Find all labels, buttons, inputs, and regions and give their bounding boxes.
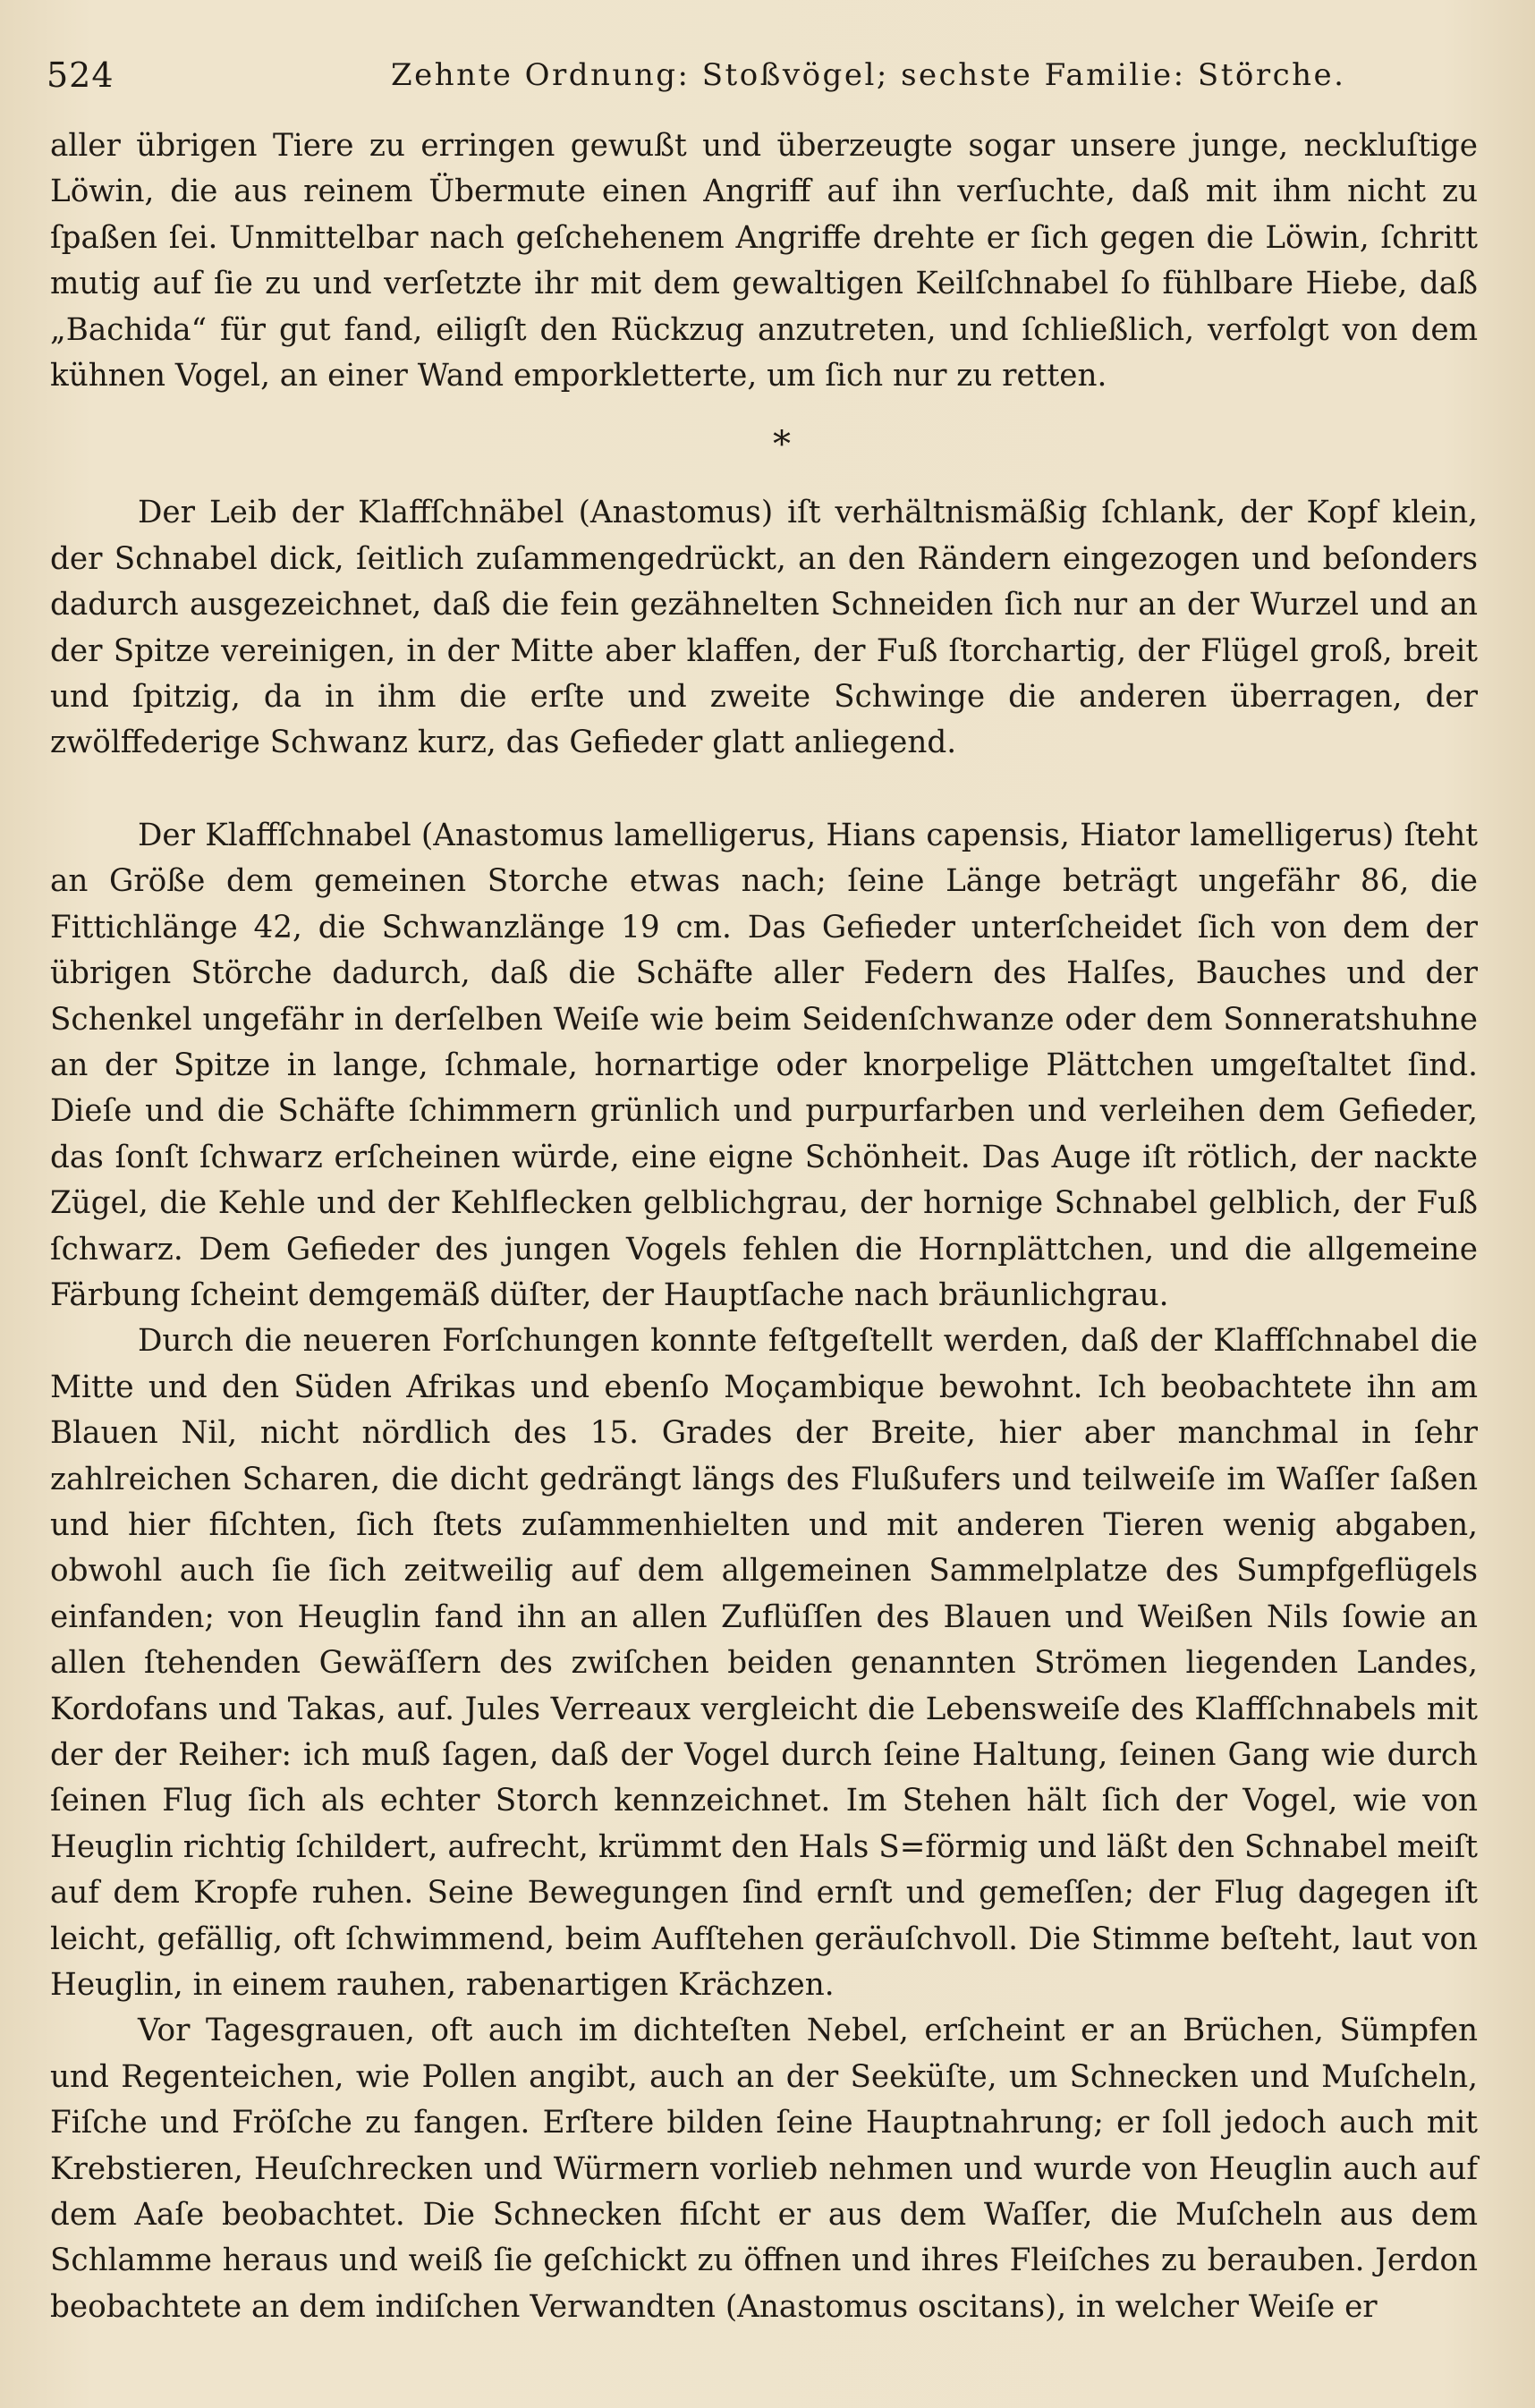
page-header <box>47 47 1478 100</box>
section-separator: * <box>773 424 791 466</box>
paragraph: Durch die neueren Forſchungen konnte feſtgeſtellt werden, daß der Klaffſchnabel die Mitte und den Süden Afrikas und ebenſo Moçambique bewohnt. Ich beobachtete ihn am Blauen Nil, nicht nördlich des 15. Grades der Breite, hier aber manchmal in ſehr zahlreichen Scharen, die dicht gedrängt längs des Flußufers und teilweiſe im Waſſer ſaßen und hier fiſchten, ſich ſtets zuſammenhielten und mit anderen Tieren wenig abgaben, obwohl auch ſie ſich zeitweilig auf dem allgemeinen Sammelplatze des Sumpfgeflügels einfanden; von Heuglin fand ihn an allen Zuflüſſen des Blauen und Weißen Nils ſowie an allen ſtehenden Gewäſſern des zwiſchen beiden genannten Strömen liegenden Landes, Kordofans und Takas, auf. Jules Verreaux vergleicht die Lebensweiſe des Klaffſchnabels mit der der Reiher: ich muß ſagen, daß der Vogel durch ſeine Haltung, ſeinen Gang wie durch ſeinen Flug ſich als echter Storch kennzeichnet. Im Stehen hält ſich der Vogel, wie von Heuglin richtig ſchildert, aufrecht, krümmt den Hals S=förmig und läßt den Schnabel meiſt auf dem Kropfe ruhen. Seine Bewegungen ſind ernſt und gemeſſen; der Flug dagegen iſt leicht, gefällig, oft ſchwimmend, beim Aufſtehen geräuſchvoll. Die Stimme beſteht, laut von Heuglin, in einem rauhen, rabenartigen Krächzen. <box>50 1323 1478 2004</box>
page-number: 524 <box>47 55 114 95</box>
running-head: Zehnte Ordnung: Stoßvögel; sechste Familie: Störche. <box>391 57 1346 93</box>
paragraph: Der Leib der Klaffſchnäbel (Anastomus) iſt verhältnismäßig ſchlank, der Kopf klein, der Schnabel dick, ſeitlich zuſammengedrückt, an den Rändern eingezogen und beſonders dadurch ausgezeichnet, daß die fein gezähnelten Schneiden ſich nur an der Wurzel und an der Spitze vereinigen, in der Mitte aber klaffen, der Fuß ſtorchartig, der Flügel groß, breit und ſpitzig, da in ihm die erſte und zweite Schwinge die anderen überragen, der zwölffederige Schwanz kurz, das Gefieder glatt anliegend. <box>50 495 1478 761</box>
paragraph: aller übrigen Tiere zu erringen gewußt und überzeugte sogar unsere junge, neckluſtige Löwin, die aus reinem Übermute einen Angriff auf ihn verſuchte, daß mit ihm nicht zu ſpaßen ſei. Unmittelbar nach geſchehenem Angriffe drehte er ſich gegen die Löwin, ſchritt mutig auf ſie zu und verſetzte ihr mit dem gewaltigen Keilſchnabel ſo fühlbare Hiebe, daß „Bachida“ für gut fand, eiligſt den Rückzug anzutreten, und ſchließlich, verfolgt von dem kühnen Vogel, an einer Wand emporkletterte, um ſich nur zu retten. <box>50 128 1478 394</box>
paragraph: Vor Tagesgrauen, oft auch im dichteſten Nebel, erſcheint er an Brüchen, Sümpfen und Regenteichen, wie Pollen angibt, auch an der Seeküſte, um Schnecken und Muſcheln, Fiſche und Fröſche zu fangen. Erſtere bilden ſeine Hauptnahrung; er ſoll jedoch auch mit Krebstieren, Heuſchrecken und Würmern vorlieb nehmen und wurde von Heuglin auch auf dem Aaſe beobachtet. Die Schnecken fiſcht er aus dem Waſſer, die Muſcheln aus dem Schlamme heraus und weiß ſie geſchickt zu öffnen und ihres Fleiſches zu berauben. Jerdon beobachtete an dem indiſchen Verwandten (Anastomus oscitans), in welcher Weiſe er <box>50 2013 1478 2325</box>
body-text <box>50 123 1478 2330</box>
paragraph: Der Klaffſchnabel (Anastomus lamelligerus, Hians capensis, Hiator lamelligerus) ſteht an Größe dem gemeinen Storche etwas nach; ſeine Länge beträgt ungefähr 86, die Fittichlänge 42, die Schwanzlänge 19 cm. Das Gefieder unterſcheidet ſich von dem der übrigen Störche dadurch, daß die Schäfte aller Federn des Halſes, Bauches und der Schenkel ungefähr in derſelben Weiſe wie beim Seidenſchwanze oder dem Sonneratshuhne an der Spitze in lange, ſchmale, hornartige oder knorpelige Plättchen umgeſtaltet ſind. Dieſe und die Schäfte ſchimmern grünlich und purpurfarben und verleihen dem Gefieder, das ſonſt ſchwarz erſcheinen würde, eine eigne Schönheit. Das Auge iſt rötlich, der nackte Zügel, die Kehle und der Kehlflecken gelblichgrau, der hornige Schnabel gelblich, der Fuß ſchwarz. Dem Gefieder des jungen Vogels fehlen die Hornplättchen, und die allgemeine Färbung ſcheint demgemäß düſter, der Hauptſache nach bräunlichgrau. <box>50 817 1478 1313</box>
